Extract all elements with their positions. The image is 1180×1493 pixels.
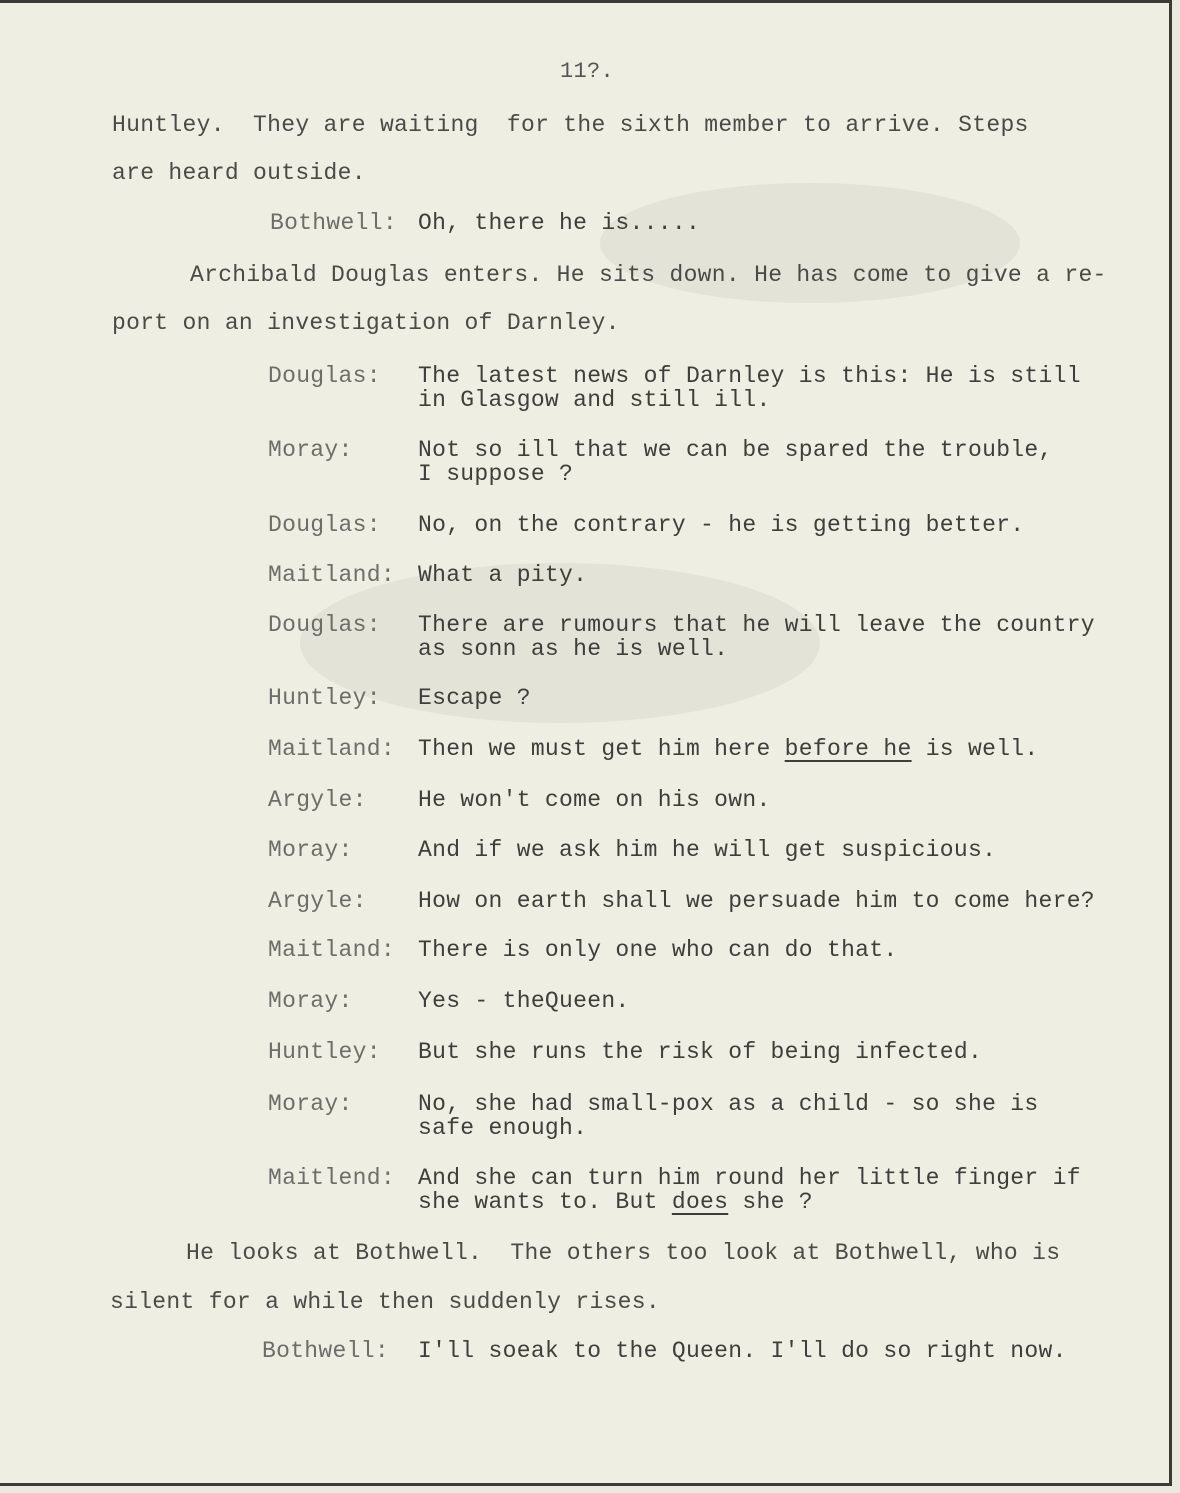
speech-text: What a pity. xyxy=(418,562,588,588)
speech-text: No, on the contrary - he is getting better. xyxy=(418,512,1025,538)
speech-text: There are rumours that he will leave the country as sonn as he is well. xyxy=(418,612,1095,662)
speech-fragment: she wants to. But xyxy=(418,1189,672,1215)
speech-text: There is only one who can do that. xyxy=(418,937,898,963)
speech-text: Not so ill that we can be spared the trouble, I suppose ? xyxy=(418,437,1053,487)
speaker-label: Bothwell: xyxy=(262,1338,389,1364)
speech-text: And if we ask him he will get suspicious. xyxy=(418,837,997,863)
speech-fragment: she ? xyxy=(728,1189,813,1215)
speech-text: No, she had small-pox as a child - so she is safe enough. xyxy=(418,1091,1039,1141)
speech-fragment: is well. xyxy=(911,736,1039,762)
speaker-label: Moray: xyxy=(268,437,353,463)
speech-text: But she runs the risk of being infected. xyxy=(418,1039,983,1065)
speaker-label: Douglas: xyxy=(268,363,381,389)
speaker-label: Maitlend: xyxy=(268,1165,395,1191)
page-number: 11?. xyxy=(560,59,615,84)
speech-text: The latest news of Darnley is this: He is still in Glasgow and still ill. xyxy=(418,363,1081,413)
speaker-label: Moray: xyxy=(268,988,353,1014)
speaker-label: Argyle: xyxy=(268,787,367,813)
narration-line: He looks at Bothwell. The others too look at Bothwell, who is xyxy=(186,1240,1061,1266)
speech-text xyxy=(418,1166,1168,1214)
underlined-emphasis: before he xyxy=(784,736,912,762)
narration-line: silent for a while then suddenly rises. xyxy=(110,1289,660,1315)
speech-text: Escape ? xyxy=(418,685,531,711)
speaker-label: Maitland: xyxy=(268,937,395,963)
underlined-emphasis: does xyxy=(671,1189,729,1215)
speech-text: Oh, there he is..... xyxy=(418,210,701,236)
speaker-label: Argyle: xyxy=(268,888,367,914)
speaker-label: Bothwell: xyxy=(270,210,397,236)
speech-text: How on earth shall we persuade him to come here? xyxy=(418,888,1095,914)
speech-fragment: And she can turn him round her little finger if xyxy=(418,1165,1081,1191)
speaker-label: Huntley: xyxy=(268,685,381,711)
speaker-label: Douglas: xyxy=(268,612,381,638)
speech-text: Yes - theQueen. xyxy=(418,988,630,1014)
narration-line: port on an investigation of Darnley. xyxy=(112,310,620,336)
speaker-label: Douglas: xyxy=(268,512,381,538)
narration-line: Huntley. They are waiting for the sixth member to arrive. Steps xyxy=(112,112,1029,138)
speaker-label: Moray: xyxy=(268,1091,353,1117)
narration-line: are heard outside. xyxy=(112,160,366,186)
speech-text: I'll soeak to the Queen. I'll do so right now. xyxy=(418,1338,1067,1364)
speaker-label: Huntley: xyxy=(268,1039,381,1065)
speaker-label: Maitland: xyxy=(268,562,395,588)
speech-text xyxy=(418,737,1168,761)
narration-line: Archibald Douglas enters. He sits down. He has come to give a re- xyxy=(190,262,1107,288)
speaker-label: Maitland: xyxy=(268,736,395,762)
speaker-label: Moray: xyxy=(268,837,353,863)
speech-fragment: Then we must get him here xyxy=(418,736,785,762)
speech-text: He won't come on his own. xyxy=(418,787,771,813)
